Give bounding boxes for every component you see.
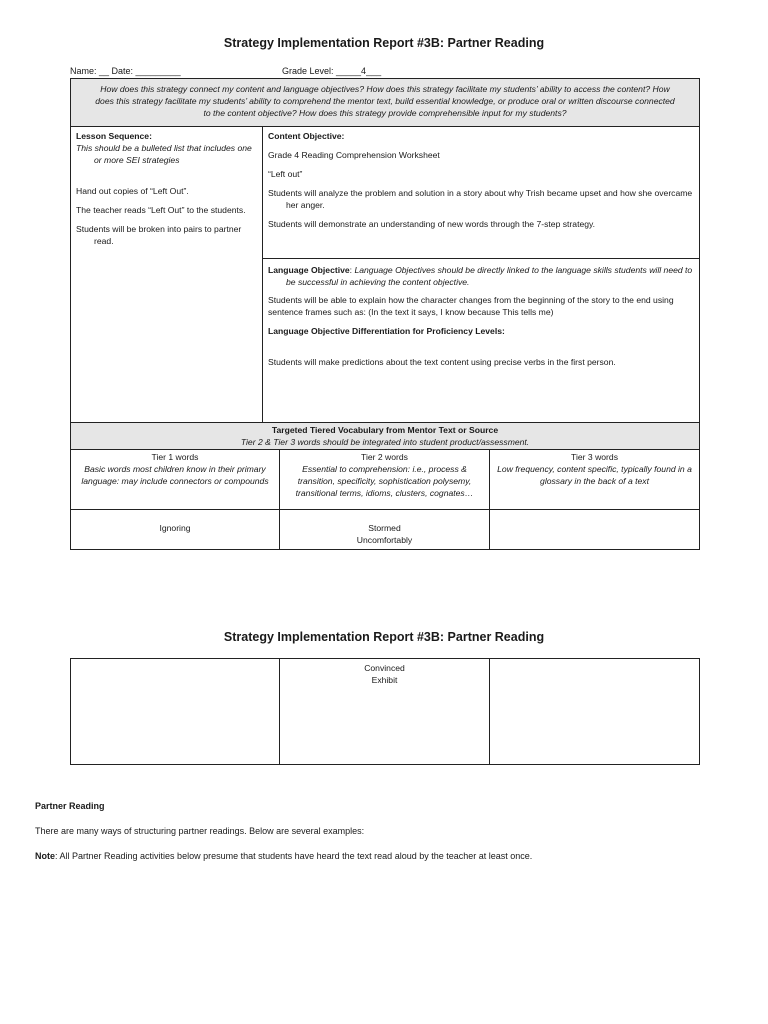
tier-3-desc: Low frequency, content specific, typically found in a glossary in the back of a text	[497, 464, 692, 486]
tier-2-desc: Essential to comprehension: i.e., process & transition, specificity, sophistication polysemy, transitional terms, idioms, clusters, cognates…	[295, 464, 474, 498]
page-2-title: Strategy Implementation Report #3B: Partner Reading	[223, 630, 545, 644]
tier-2-words-continued	[280, 659, 490, 765]
lesson-sequence-instruction: This should be a bulleted list that includes one or more SEI strategies	[76, 143, 252, 165]
vocab-word: Uncomfortably	[356, 535, 413, 545]
lesson-step: The teacher reads “Left Out” to the students.	[76, 205, 246, 215]
tier-2-name: Tier 2 words	[361, 452, 408, 462]
content-objective-heading: Content Objective:	[268, 131, 345, 141]
language-objective-text: Students will be able to explain how the character changes from the beginning of the story to the end using sentence frames such as: (In the text it says, I know because This tells me)	[268, 295, 674, 317]
tier-3-words	[490, 510, 700, 550]
partner-reading-note	[35, 851, 532, 861]
tier-3-name: Tier 3 words	[571, 452, 618, 462]
grade-level-field: Grade Level: _____4___	[282, 66, 382, 76]
tier-2-words	[280, 510, 490, 550]
tier-1-words-continued	[71, 659, 280, 765]
tier-3-words-continued	[490, 659, 700, 765]
lesson-sequence-cell	[71, 127, 263, 423]
partner-reading-intro: There are many ways of structuring partner readings. Below are several examples:	[35, 826, 365, 836]
tier-1-cell	[71, 450, 280, 510]
report-table	[70, 78, 700, 423]
tier-1-name: Tier 1 words	[151, 452, 199, 462]
vocabulary-table	[70, 422, 700, 550]
name-date-field: Name: __ Date: _________	[70, 66, 181, 76]
tier-1-desc: Basic words most children know in their primary language: may include connectors or compounds	[81, 464, 269, 486]
differentiation-text: Students will make predictions about the text content using precise verbs in the first person.	[268, 357, 616, 367]
page-title: Strategy Implementation Report #3B: Partner Reading	[223, 36, 545, 50]
tier-3-cell	[490, 450, 700, 510]
vocabulary-header	[71, 423, 700, 450]
guiding-questions: How does this strategy connect my content and language objectives? How does this strategy facilitate my students’ ability to access the content? How does this strategy facilitate my students’ ability to comprehend the mentor text, build essential knowledge, or produce oral or written discourse connected to the content objective? How does this strategy provide comprehensible input for my students?	[71, 79, 700, 127]
vocabulary-continued-table	[70, 658, 700, 765]
content-objective-line: “Left out”	[268, 169, 303, 179]
lesson-sequence-heading: Lesson Sequence:	[76, 131, 152, 141]
partner-reading-heading: Partner Reading	[35, 801, 105, 811]
vocab-word: Convinced	[364, 663, 405, 673]
language-objective-heading: Language Objective	[268, 265, 350, 275]
note-label: Note	[35, 851, 55, 861]
vocab-word: Ignoring	[159, 523, 191, 533]
content-objective-line: Grade 4 Reading Comprehension Worksheet	[268, 150, 440, 160]
tier-1-words	[71, 510, 280, 550]
lesson-step: Hand out copies of “Left Out”.	[76, 186, 189, 196]
content-objective-line: Students will demonstrate an understanding of new words through the 7-step strategy.	[268, 219, 596, 229]
content-objective-cell	[263, 127, 700, 259]
vocabulary-subheading: Tier 2 & Tier 3 words should be integrated into student product/assessment.	[240, 437, 530, 447]
tier-2-cell	[280, 450, 490, 510]
note-text: : All Partner Reading activities below presume that students have heard the text read aloud by the teacher at least once.	[55, 851, 533, 861]
differentiation-heading: Language Objective Differentiation for Proficiency Levels:	[268, 326, 505, 336]
language-objective-instruction: Language Objectives should be directly linked to the language skills students will need to be successful in achieving the content objective.	[286, 265, 693, 287]
vocab-word: Exhibit	[371, 675, 398, 685]
vocabulary-heading: Targeted Tiered Vocabulary from Mentor Text or Source	[271, 425, 499, 435]
language-objective-cell: Language Objective: Language Objectives should be directly linked to the language skills students will need to be successful in achieving the content objective. Students will be able to explain how the character changes from the beginning of the story to the end using sentence frames such as: (In the text it says, I know because This tells me) Language Objective Differentiation for Proficiency Levels: Students will make predictions about the text content using precise verbs in the first person.	[263, 259, 700, 423]
lesson-step: Students will be broken into pairs to partner read.	[76, 224, 242, 246]
content-objective-line: Students will analyze the problem and solution in a story about why Trish became upset and how she overcame her anger.	[268, 188, 693, 210]
vocab-word: Stormed	[368, 523, 401, 533]
